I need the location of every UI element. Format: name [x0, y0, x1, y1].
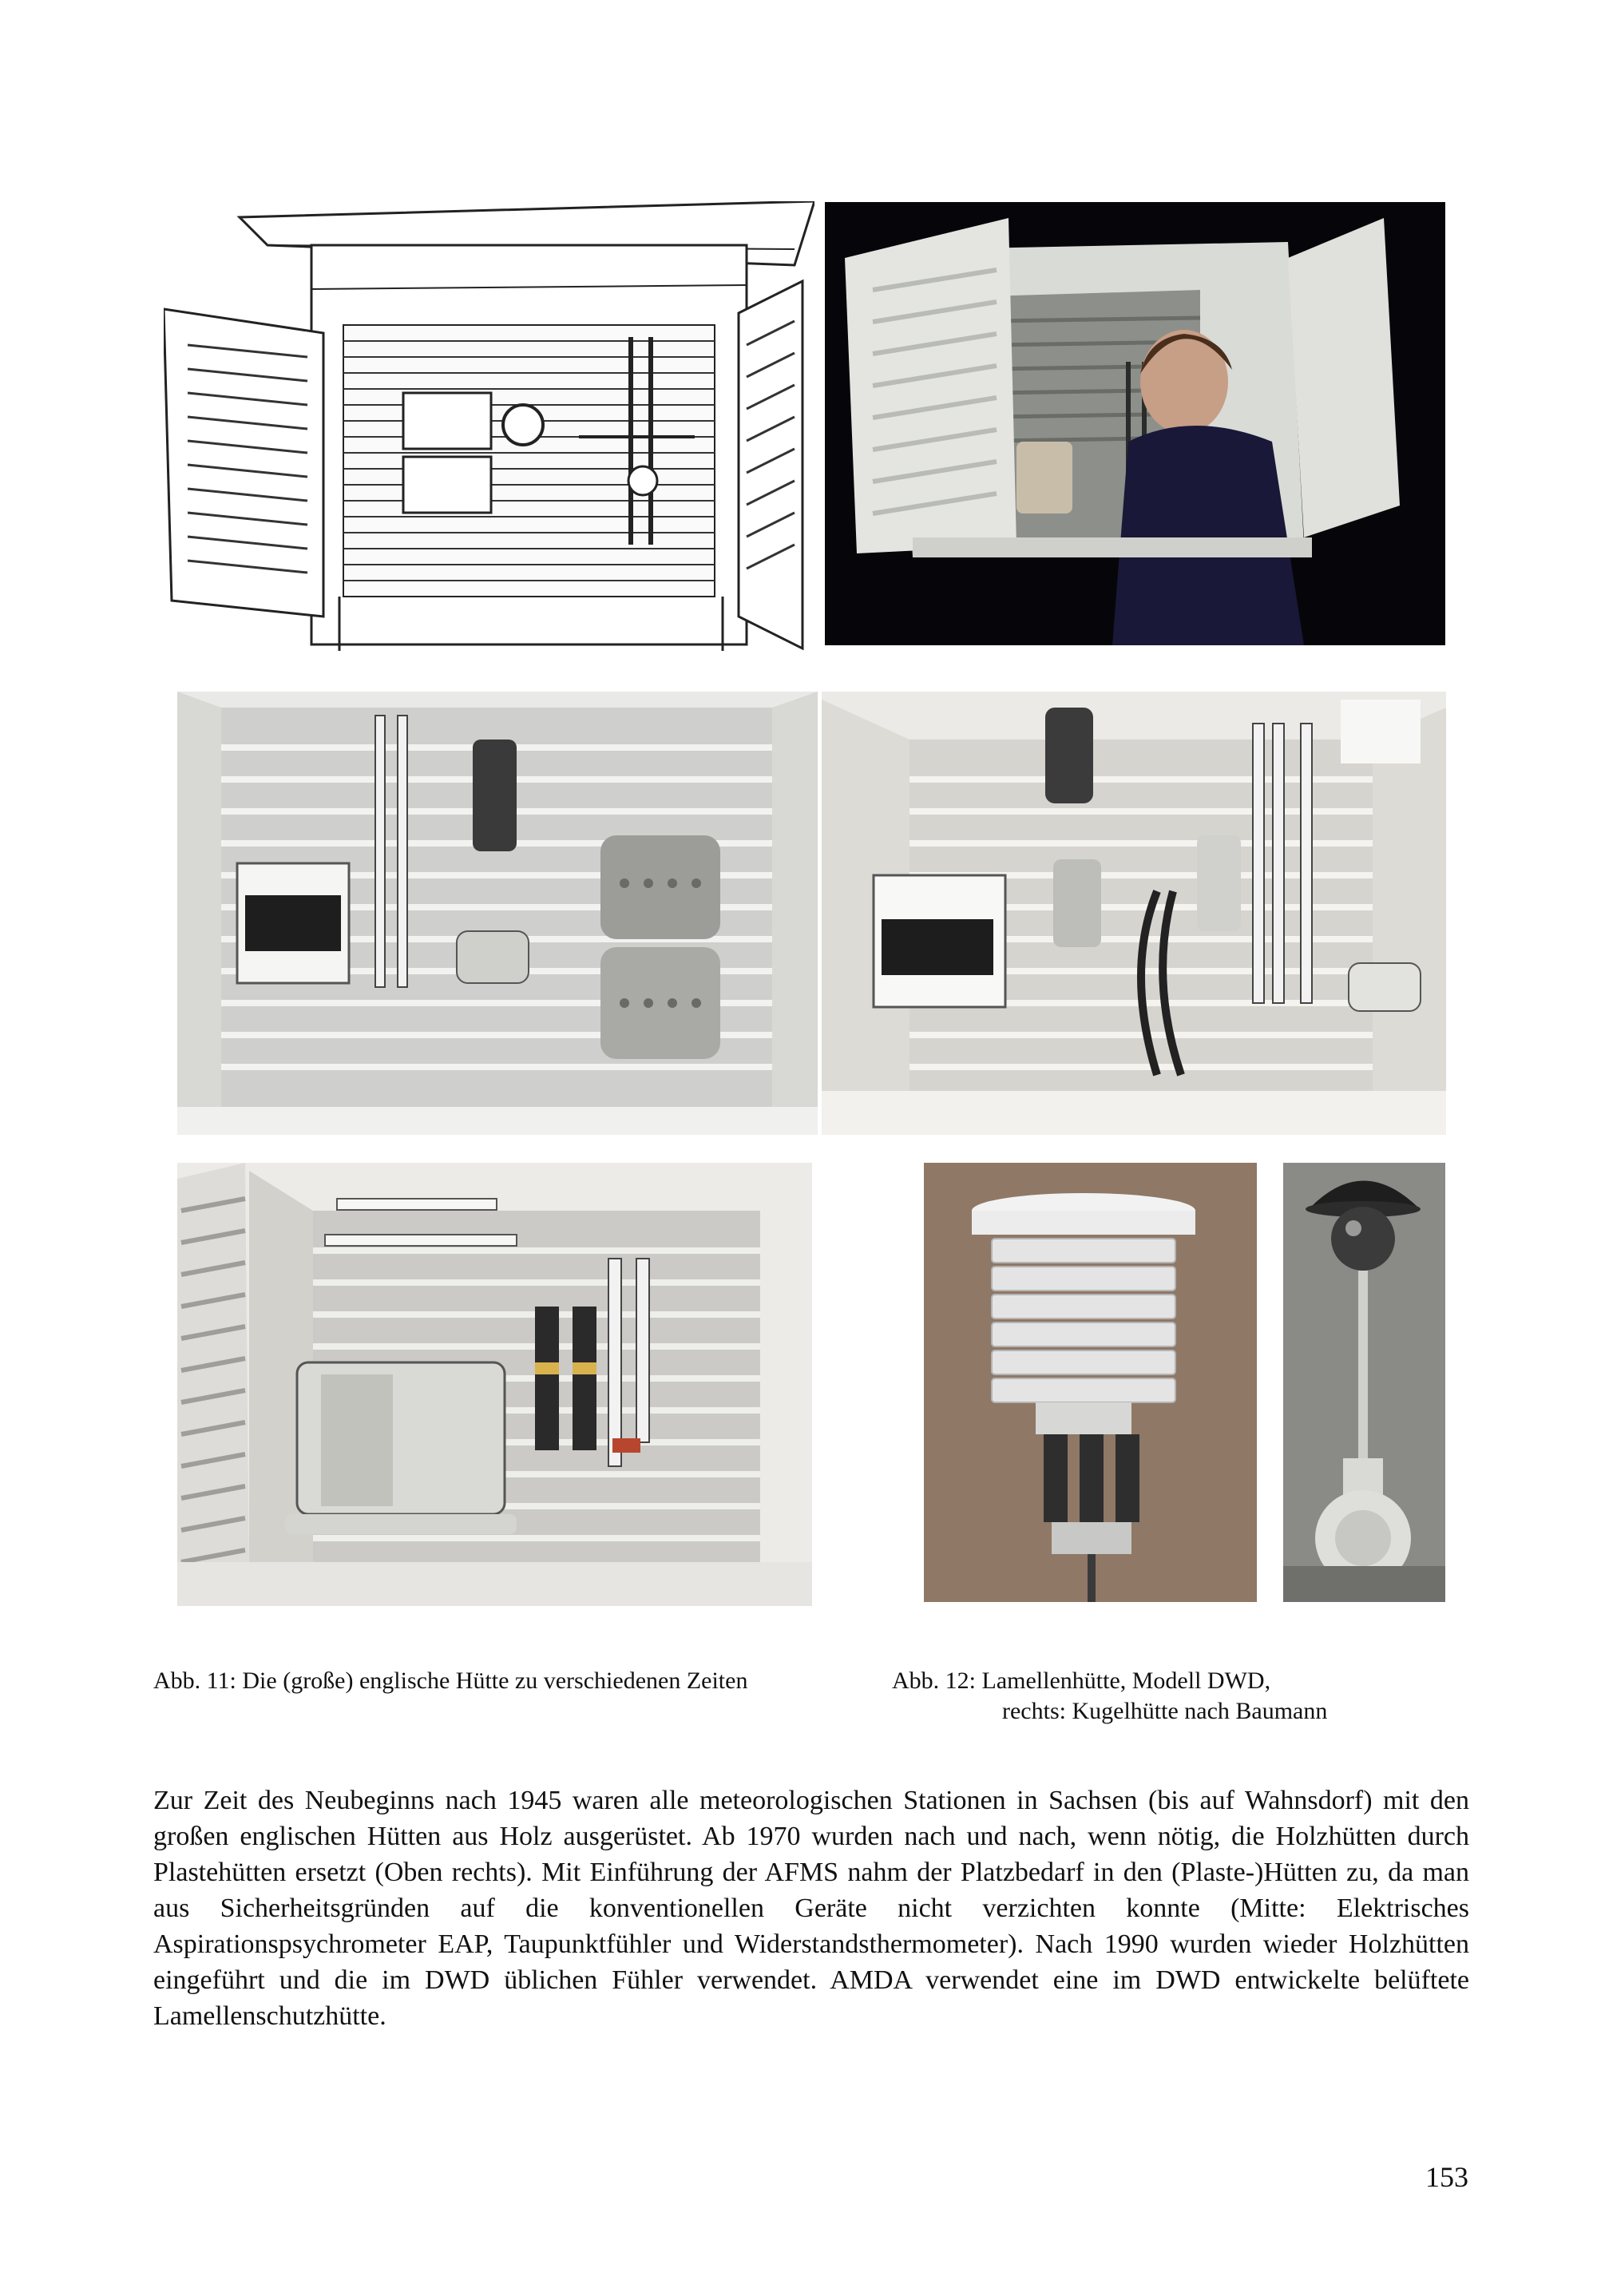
body-paragraph-container	[153, 1782, 1469, 2034]
caption-abb11: Abb. 11: Die (große) englische Hütte zu verschiedenen Zeiten	[153, 1667, 748, 1694]
photo-lamellenhuette-dwd	[924, 1163, 1257, 1602]
photo-hut-interior-afms-left	[177, 692, 818, 1135]
photo-wooden-hut-interior-dwd	[177, 1163, 812, 1606]
caption-abb12-line1: Abb. 12: Lamellenhütte, Modell DWD,	[892, 1667, 1271, 1694]
caption-abb12	[892, 1666, 1451, 1727]
photo-drawing-historic-hut	[164, 201, 814, 651]
caption-abb12-line2: rechts: Kugelhütte nach Baumann	[1002, 1698, 1328, 1724]
photo-plastic-hut-with-person	[825, 202, 1445, 645]
body-paragraph: Zur Zeit des Neubeginns nach 1945 waren alle meteorologischen Stationen in Sachsen (bis auf Wahnsdorf) mit den großen englischen Hütten aus Holz ausgerüstet. Ab 1970 wurden nach und nach, wenn nötig, die Holzhütten durch Plastehütten ersetzt (Oben rechts). Mit Einführung der AFMS nahm der Platzbedarf in den (Plaste-)Hütten zu, da man aus Sicherheitsgründen auf die konventionellen Geräte nicht verzichten konnte (Mitte: Elektrisches Aspirationspsychrometer EAP, Taupunktfühler und Widerstandsthermometer). Nach 1990 wurden wieder Holzhütten eingeführt und die im DWD üblichen Fühler verwendet. AMDA verwendet eine im DWD entwickelte belüftete Lamellenschutzhütte.	[153, 1786, 1469, 2031]
page-number: 153	[1425, 2161, 1468, 2193]
photo-hut-interior-afms-right	[822, 692, 1446, 1135]
photo-kugelhuette-baumann	[1283, 1163, 1445, 1602]
